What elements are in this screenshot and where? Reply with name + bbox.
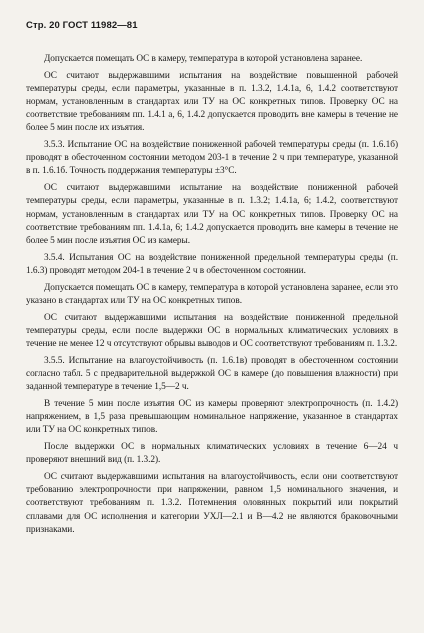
paragraph: Допускается помещать ОС в камеру, температура в которой установлена заранее, если это указано в стандартах или ТУ на ОС конкретных типов. xyxy=(26,282,398,306)
paragraph: ОС считают выдержавшими испытания на воздействие повышенной рабочей температуры среды, если параметры, указанные в п. 1.3.2, 1.4.1а, 6, 1.4.2 соответствуют нормам, установленным в стандартах или ТУ на ОС конкретных типов. Проверку ОС на соответствие требованиям пп. 1.4.1 а, 6, 1.4.2 допускается проводить вне камеры в течение не более 5 мин после их изъятия. xyxy=(26,71,398,134)
paragraph: Допускается помещать ОС в камеру, температура в которой установлена заранее. xyxy=(44,54,363,64)
paragraph: ОС считают выдержавшими испытания на влагоустойчивость, если они соответствуют требованию электропрочности при напряжении, равном 1,5 номинального значения, и соответствуют требованиям п. 1.3.2. Потемнения оловянных покрытий или покрытий сплавами для ОС исполнения и категории УХЛ—2.1 и В—4.2 не являются браковочными признаками. xyxy=(26,472,398,535)
page-header: Стр. 20 ГОСТ 11982—81 xyxy=(26,20,138,31)
paragraph: 3.5.4. Испытания ОС на воздействие пониженной предельной температуры среды (п. 1.6.3) проводят методом 204-1 в течение 2 ч в обесточенном состоянии. xyxy=(26,252,398,276)
paragraph: ОС считают выдержавшими испытание на воздействие пониженной рабочей температуры среды, если параметры, указанные в п. 1.3.2; 1.4.1а, 6; 1.4.2, соответствуют нормам, установленным в стандартах или ТУ на ОС конкретных типов. Проверку ОС на соответствие требованиям пп. 1.4.1а, 6; 1.4.2 допускается проводить вне камеры в течение не более 5 мин после изъятия ОС из камеры. xyxy=(26,183,398,246)
paragraph: В течение 5 мин после изъятия ОС из камеры проверяют электропрочность (п. 1.4.2) напряжением, в 1,5 раза превышающим номинальное напряжение, указанное в стандартах или ТУ на ОС конкретных типов. xyxy=(26,399,398,436)
paragraph: После выдержки ОС в нормальных климатических условиях в течение 6—24 ч проверяют внешний вид (п. 1.3.2). xyxy=(26,442,398,466)
paragraph: 3.5.3. Испытание ОС на воздействие пониженной рабочей температуры среды (п. 1.6.1б) проводят в обесточенном состоянии методом 203-1 в течение 2 ч при температуре, указанной в п. 1.6.1б. Точность поддержания температуры ±3°С. xyxy=(26,140,398,177)
paragraph: 3.5.5. Испытание на влагоустойчивость (п. 1.6.1в) проводят в обесточенном состоянии согласно табл. 5 с предварительной выдержкой ОС в камере (до повышения влажности) при заданной температуре в течение 1,5—2 ч. xyxy=(26,355,398,393)
paragraph: ОС считают выдержавшими испытания на воздействие пониженной предельной температуры среды, если после выдержки ОС в нормальных климатических условиях в течение не менее 12 ч отсутствуют обрывы выводов и ОС соответствуют требованиям п. 1.3.2. xyxy=(26,312,398,349)
body-text xyxy=(26,53,398,537)
